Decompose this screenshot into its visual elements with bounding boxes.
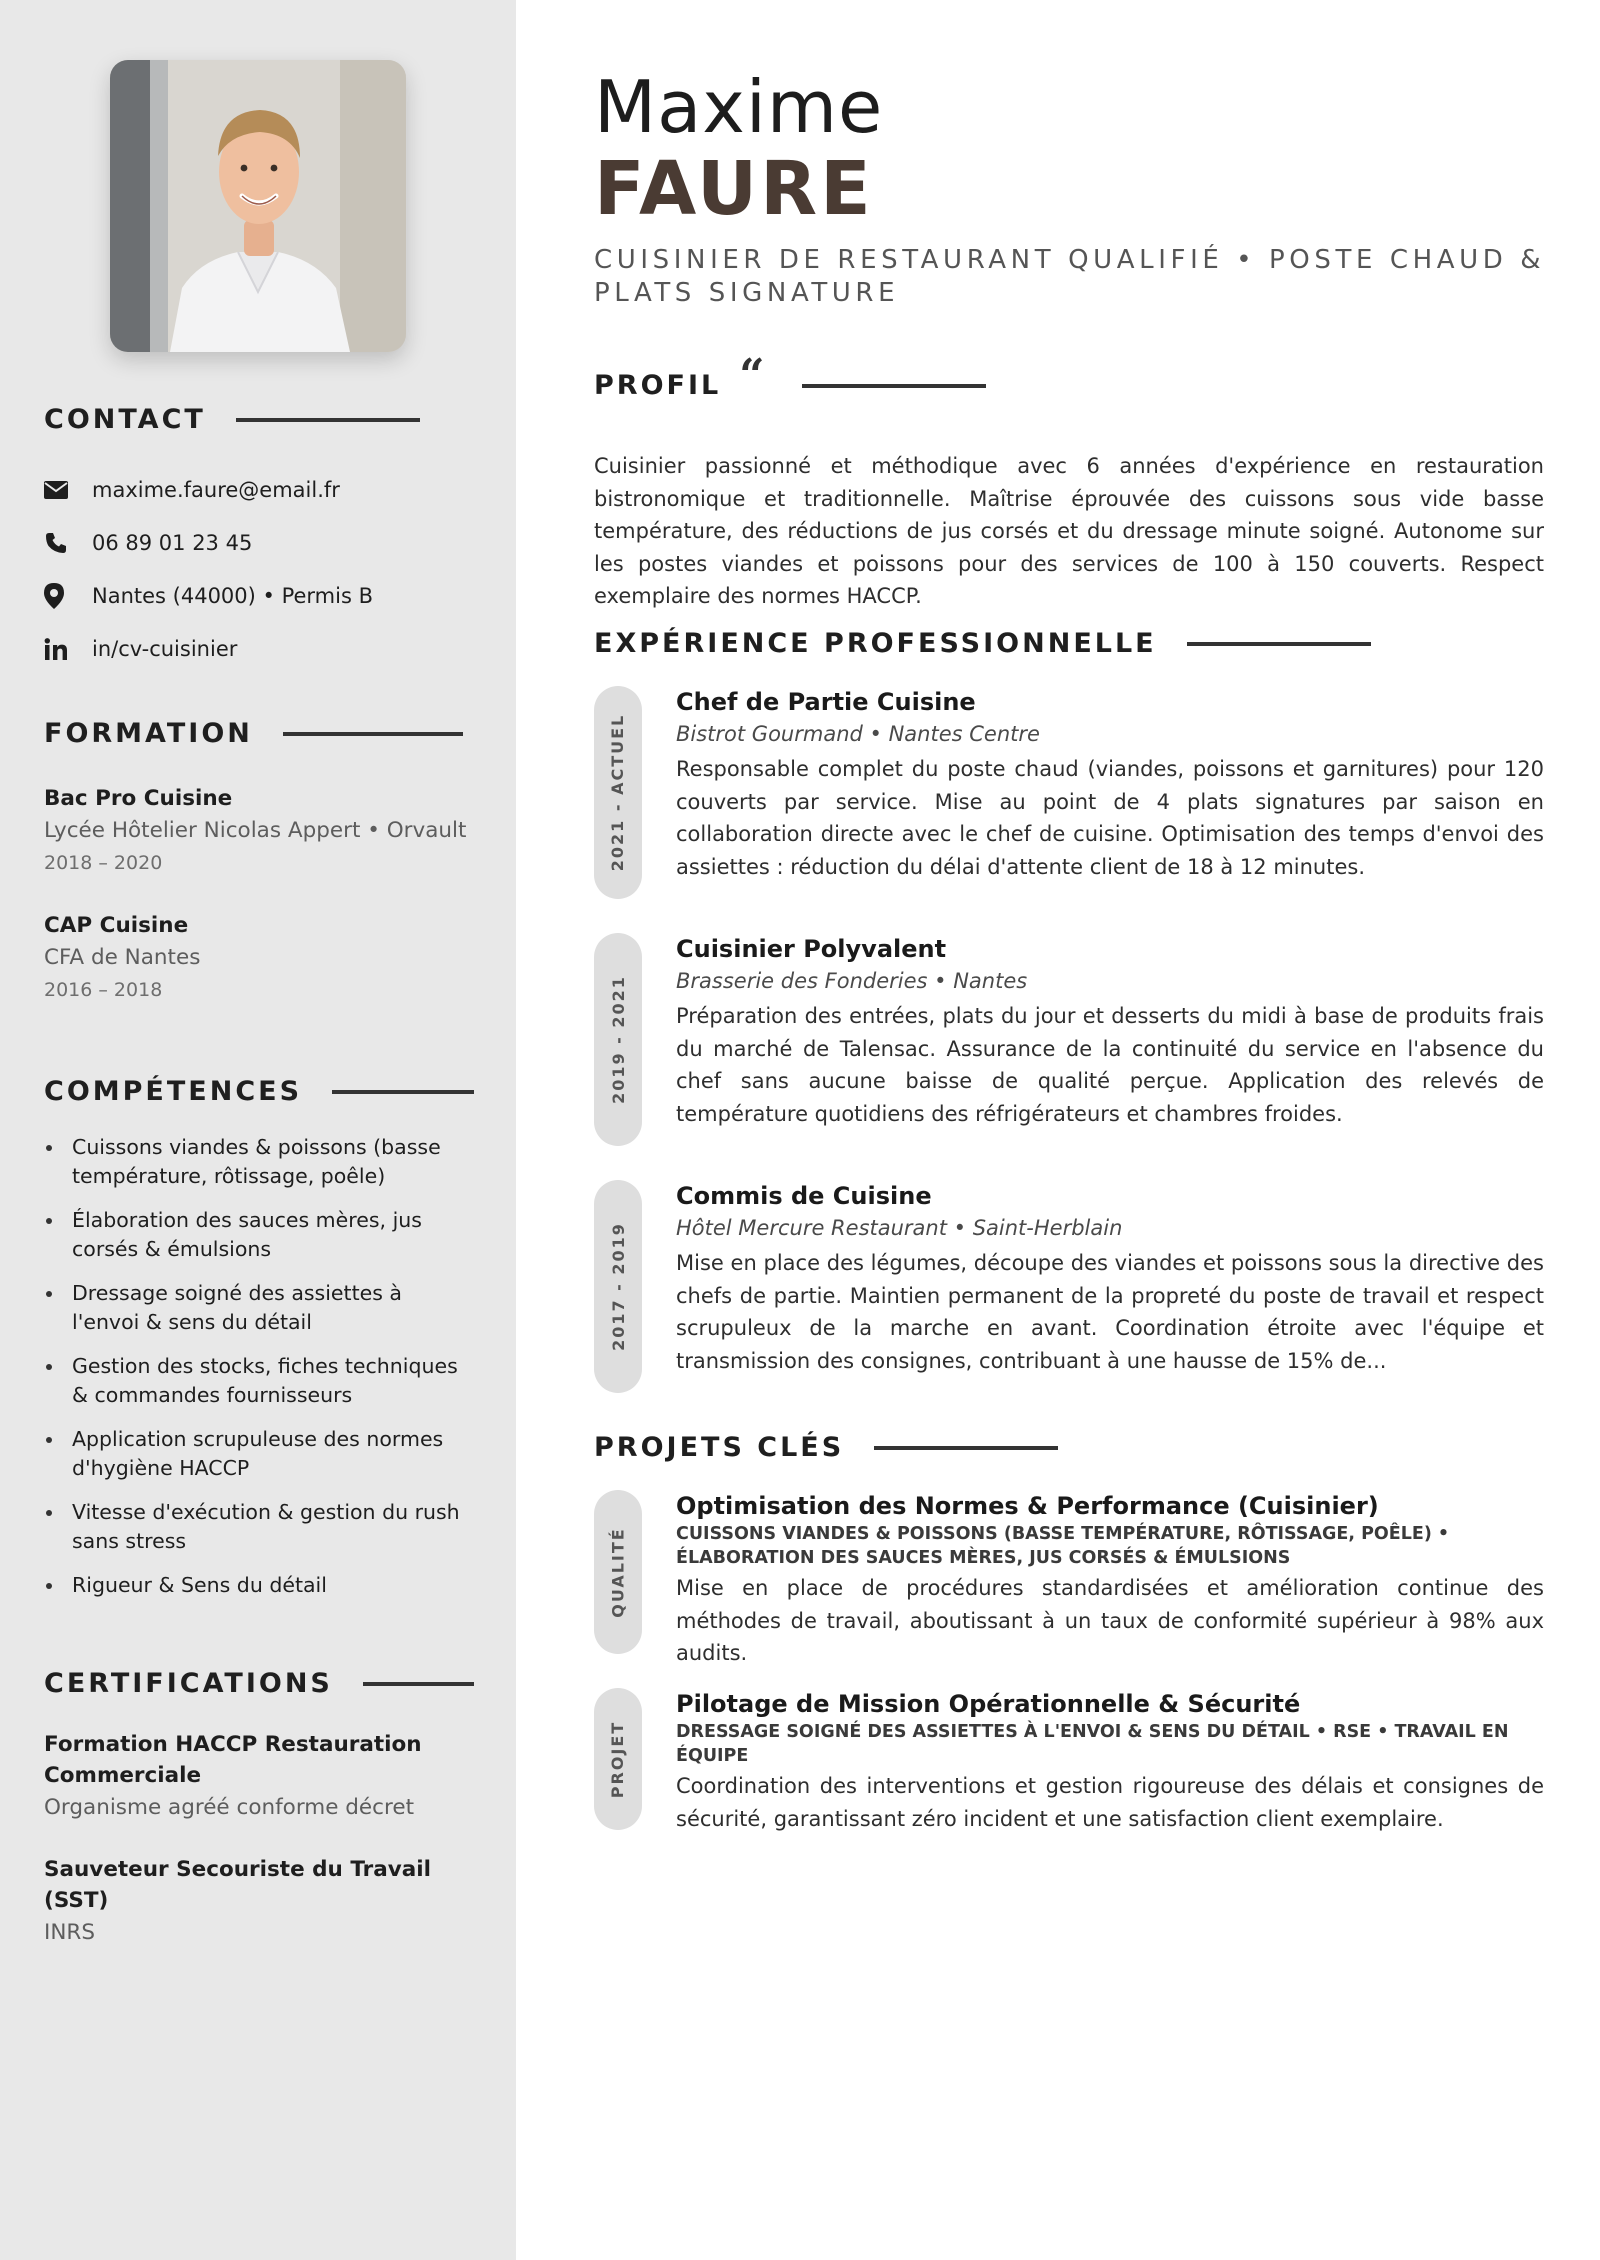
contact-location [44,569,474,622]
heading-rule [363,1682,474,1686]
project-tag-badge [594,1490,642,1654]
heading-rule [332,1090,474,1094]
last-name: FAURE [594,146,874,232]
job-title: CUISINIER DE RESTAURANT QUALIFIÉ • POSTE CHAUD & PLATS SIGNATURE [594,245,1546,308]
projects-heading [594,1432,1058,1463]
heading-rule [283,732,463,736]
education-item [44,783,474,880]
certification-name: Formation HACCP Restauration Commerciale [44,1732,422,1788]
profile-title: PROFIL [594,370,722,401]
certification-item [44,1854,474,1949]
phone-text: 06 89 01 23 45 [92,530,253,555]
project-keywords: CUISSONS VIANDES & POISSONS (BASSE TEMPÉRATURE, RÔTISSAGE, POÊLE) • ÉLABORATION DES SAUCES MÈRES, JUS CORSÉS & ÉMULSIONS [676,1524,1450,1568]
skill-item: Cuissons viandes & poissons (basse température, rôtissage, poêle) [44,1133,474,1191]
project-name: Pilotage de Mission Opérationnelle & Sécurité [676,1690,1301,1718]
contact-linkedin[interactable] [44,622,474,675]
project-keywords: DRESSAGE SOIGNÉ DES ASSIETTES À L'ENVOI & SENS DU DÉTAIL • RSE • TRAVAIL EN ÉQUIPE [676,1722,1509,1766]
experience-body [676,933,1544,1130]
experience-section [594,628,1371,659]
contact-phone[interactable] [44,516,474,569]
formation-heading [44,718,474,749]
certification-item [44,1729,474,1824]
skill-item: Élaboration des sauces mères, jus corsés & émulsions [44,1206,474,1264]
profile-summary: Cuisinier passionné et méthodique avec 6 années d'expérience en restauration bistronomique et traditionnelle. Maîtrise éprouvée des cuissons sous vide basse température, des réductions de jus corsés et du dressage minute soigné. Autonome sur les postes viandes et poissons pour des services de 100 à 150 couverts. Respect exemplaire des normes HACCP. [594,454,1544,609]
contact-list [44,463,474,675]
quote-icon: “ [739,349,768,401]
certifications-title: CERTIFICATIONS [44,1668,333,1699]
project-tag-badge [594,1688,642,1830]
job-role: Commis de Cuisine [676,1182,932,1210]
period-text: 2019 - 2021 [608,975,628,1104]
period-badge [594,1180,642,1393]
contact-heading [44,404,474,435]
project-tag: QUALITÉ [608,1526,628,1618]
school-name: Lycée Hôtelier Nicolas Appert • Orvault [44,818,467,843]
map-pin-icon [44,583,92,609]
profile-photo [110,60,406,352]
skills-section [44,1076,474,1615]
skills-title: COMPÉTENCES [44,1076,303,1107]
education-dates: 2016 – 2018 [44,979,163,1001]
job-role: Chef de Partie Cuisine [676,688,976,716]
period-text: 2017 - 2019 [608,1222,628,1351]
project-description: Mise en place de procédures standardisées et amélioration continue des méthodes de travail, aboutissant à un taux de conformité supérieur à 98% aux audits. [676,1576,1544,1666]
projects-section [594,1432,1058,1463]
experience-body [676,686,1544,883]
skill-item: Gestion des stocks, fiches techniques & commandes fournisseurs [44,1352,474,1410]
job-description: Responsable complet du poste chaud (viandes, poissons et garnitures) pour 120 couverts par service. Mise au point de 4 plats signatures par saison en collaboration directe avec le chef de cuisine. Optimisation des temps d'envoi des assiettes : réduction du délai d'attente client de 18 à 12 minutes. [676,757,1544,879]
skill-item: Vitesse d'exécution & gestion du rush sans stress [44,1498,474,1556]
heading-rule [874,1446,1058,1450]
profile-section [594,349,986,401]
certification-name: Sauveteur Secouriste du Travail (SST) [44,1857,432,1913]
experience-title: EXPÉRIENCE PROFESSIONNELLE [594,628,1157,659]
company-name: Bistrot Gourmand • Nantes Centre [676,722,1040,746]
skill-item: Dressage soigné des assiettes à l'envoi & sens du détail [44,1279,474,1337]
project-body [676,1688,1544,1835]
project-body [676,1490,1544,1670]
degree-title: Bac Pro Cuisine [44,786,233,811]
heading-rule [1187,642,1371,646]
skills-heading [44,1076,474,1107]
heading-rule [802,384,986,388]
project-tag: PROJET [608,1720,628,1798]
certifications-section [44,1668,474,1949]
location-text: Nantes (44000) • Permis B [92,583,373,608]
formation-section [44,718,474,1007]
company-name: Brasserie des Fonderies • Nantes [676,969,1028,993]
linkedin-icon [44,636,92,662]
company-name: Hôtel Mercure Restaurant • Saint-Herblain [676,1216,1123,1240]
education-item [44,910,474,1007]
phone-icon [44,530,92,556]
skill-item: Application scrupuleuse des normes d'hygiène HACCP [44,1425,474,1483]
contact-email[interactable] [44,463,474,516]
contact-title: CONTACT [44,404,206,435]
experience-body [676,1180,1544,1377]
project-description: Coordination des interventions et gestion rigoureuse des délais et consignes de sécurité, garantissant zéro incident et une satisfaction client exemplaire. [676,1774,1544,1831]
linkedin-text: in/cv-cuisinier [92,636,238,661]
job-description: Mise en place des légumes, découpe des viandes et poissons sous la directive des chefs de partie. Maintien permanent de la propreté du poste de travail et respect scrupuleux de la marche en avant. Coordination étroite avec l'équipe et transmission des consignes, contribuant à une hausse de 15% de... [676,1251,1544,1373]
experience-heading [594,628,1371,659]
period-text: 2021 - ACTUEL [608,713,628,872]
job-role: Cuisinier Polyvalent [676,935,947,963]
certification-issuer: Organisme agréé conforme décret [44,1795,415,1820]
sidebar [0,0,516,2260]
formation-title: FORMATION [44,718,253,749]
skill-item: Rigueur & Sens du détail [44,1571,474,1600]
envelope-icon [44,477,92,503]
projects-title: PROJETS CLÉS [594,1432,845,1463]
profile-heading [594,349,986,401]
certifications-heading [44,1668,474,1699]
certification-issuer: INRS [44,1920,96,1945]
period-badge [594,933,642,1146]
period-badge [594,686,642,899]
education-dates: 2018 – 2020 [44,852,163,874]
school-name: CFA de Nantes [44,945,201,970]
skills-list [44,1133,474,1600]
first-name: Maxime [594,65,884,149]
contact-section [44,404,474,675]
email-text: maxime.faure@email.fr [92,477,340,502]
degree-title: CAP Cuisine [44,913,189,938]
heading-rule [236,418,420,422]
job-description: Préparation des entrées, plats du jour et desserts du midi à base de produits frais du marché de Talensac. Assurance de la continuité du service en l'absence du chef sans aucune baisse de qualité perçue. Application des relevés de température quotidiens des réfrigérateurs et chambres froides. [676,1004,1544,1126]
project-name: Optimisation des Normes & Performance (Cuisinier) [676,1492,1379,1520]
